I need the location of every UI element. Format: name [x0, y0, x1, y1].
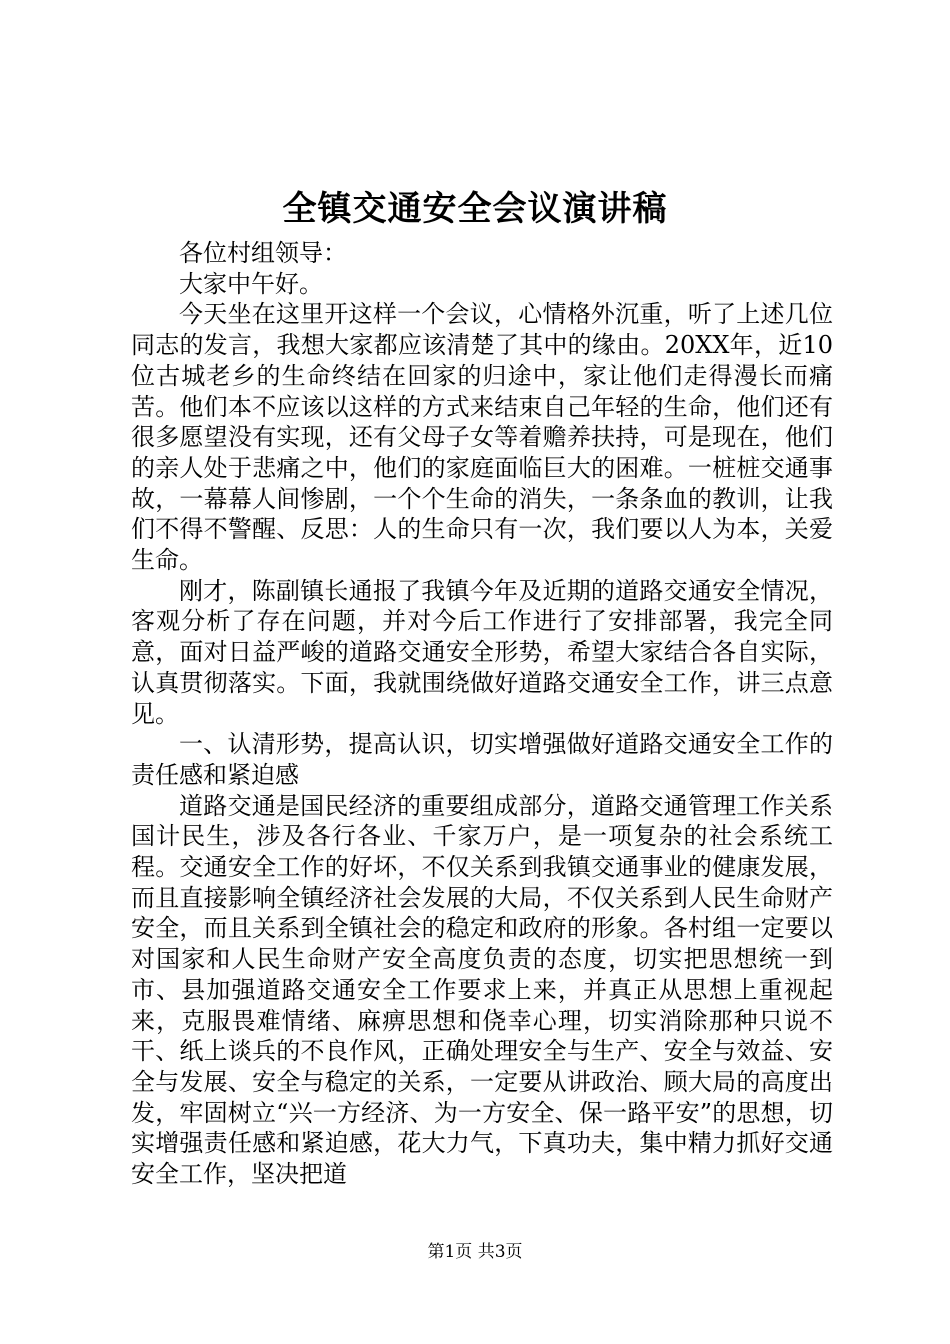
paragraph: 道路交通是国民经济的重要组成部分，道路交通管理工作关系国计民生，涉及各行各业、千家万户，是一项复杂的社会系统工程。交通安全工作的好坏，不仅关系到我镇交通事业的健康发展，而且直接影响全镇经济社会发展的大局，不仅关系到人民生命财产安全，而且关系到全镇社会的稳定和政府的形象。各村组一定要以对国家和人民生命财产安全高度负责的态度，切实把思想统一到市、县加强道路交通安全工作要求上来，并真正从思想上重视起来，克服畏难情绪、麻痹思想和侥幸心理，切实消除那种只说不干、纸上谈兵的不良作风，正确处理安全与生产、安全与效益、安全与发展、安全与稳定的关系，一定要从讲政治、顾大局的高度出发，牢固树立“兴一方经济、为一方安全、保一路平安”的思想，切实增强责任感和紧迫感，花大力气，下真功夫，集中精力抓好交通安全工作，坚决把道	[131, 791, 833, 1189]
document-body	[131, 238, 833, 1190]
section-heading: 一、认清形势，提高认识，切实增强做好道路交通安全工作的责任感和紧迫感	[131, 730, 833, 789]
greeting: 大家中午好。	[179, 269, 323, 298]
paragraph: 今天坐在这里开这样一个会议，心情格外沉重，听了上述几位同志的发言，我想大家都应该清楚了其中的缘由。20XX年，近10位古城老乡的生命终结在回家的归途中，家让他们走得漫长而痛苦。他们本不应该以这样的方式来结束自己年轻的生命，他们还有很多愿望没有实现，还有父母子女等着赡养扶持，可是现在，他们的亲人处于悲痛之中，他们的家庭面临巨大的困难。一桩桩交通事故，一幕幕人间惨剧，一个个生命的消失，一条条血的教训，让我们不得不警醒、反思：人的生命只有一次，我们要以人为本，关爱生命。	[131, 300, 833, 575]
document-title: 全镇交通安全会议演讲稿	[282, 189, 668, 229]
salutation: 各位村组领导：	[179, 239, 347, 267]
page-number: 第1页 共3页	[427, 1242, 523, 1262]
paragraph: 刚才，陈副镇长通报了我镇今年及近期的道路交通安全情况，客观分析了存在问题，并对今后工作进行了安排部署，我完全同意，面对日益严峻的道路交通安全形势，希望大家结合各自实际，认真贯彻落实。下面，我就围绕做好道路交通安全工作，讲三点意见。	[131, 576, 833, 728]
